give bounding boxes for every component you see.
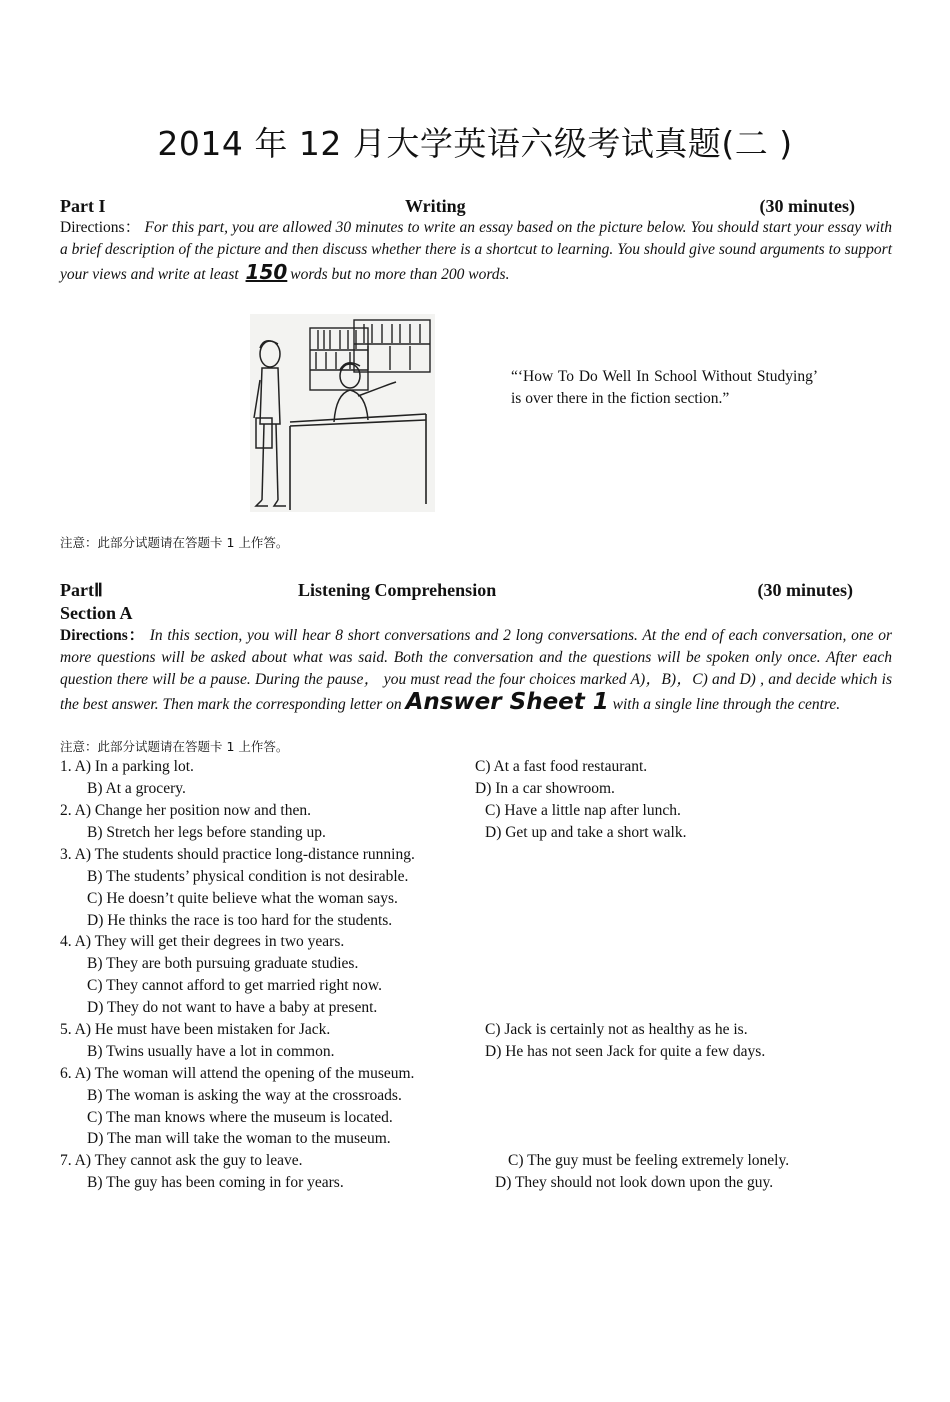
q7-option-c: C) The guy must be feeling extremely lonely. xyxy=(508,1152,790,1169)
q3-option-a: 3. A) The students should practice long-distance running. xyxy=(60,846,415,863)
part1-note: 注意：此部分试题请在答题卡 1 上作答。 xyxy=(60,535,289,550)
part1-name: Writing xyxy=(405,196,466,216)
q3-option-d: D) He thinks the race is too hard for the students. xyxy=(87,912,393,929)
answer-sheet-1: Answer Sheet 1 xyxy=(405,689,609,715)
q3-option-c: C) He doesn’t quite believe what the woman says. xyxy=(87,890,398,907)
q6-option-c: C) The man knows where the museum is located. xyxy=(87,1109,393,1126)
q7-option-a: 7. A) They cannot ask the guy to leave. xyxy=(60,1152,303,1169)
cartoon-illustration xyxy=(250,314,435,512)
q7-option-b: B) The guy has been coming in for years. xyxy=(87,1174,344,1191)
part1-label: Part I xyxy=(60,196,106,216)
part1-time: (30 minutes) xyxy=(759,196,855,216)
q6-option-a: 6. A) The woman will attend the opening of the museum. xyxy=(60,1065,415,1082)
part1-directions-text: For this part, you are allowed 30 minutes to write an essay based on the picture below. You should start your essay with a brief description of the picture and then discuss whether there is a shortcut to learning. You should give sound arguments to support your views and write at least xyxy=(60,219,892,283)
q3-option-b: B) The students’ physical condition is not desirable. xyxy=(87,868,409,885)
q6-option-b: B) The woman is asking the way at the crossroads. xyxy=(87,1087,402,1104)
part2-directions xyxy=(60,625,892,716)
q2-option-b: B) Stretch her legs before standing up. xyxy=(87,824,326,841)
q2-option-a: 2. A) Change her position now and then. xyxy=(60,802,311,819)
q2-option-c: C) Have a little nap after lunch. xyxy=(485,802,681,819)
part2-label: PartⅡ xyxy=(60,580,103,600)
part1-directions-tail: words but no more than 200 words. xyxy=(290,266,510,283)
part1-directions xyxy=(60,217,892,286)
q5-option-d: D) He has not seen Jack for quite a few days. xyxy=(485,1043,766,1060)
q5-option-a: 5. A) He must have been mistaken for Jack. xyxy=(60,1021,331,1038)
word-count-150: 150 xyxy=(245,260,288,284)
q5-option-b: B) Twins usually have a lot in common. xyxy=(87,1043,335,1060)
q4-option-c: C) They cannot afford to get married right now. xyxy=(87,977,382,994)
q5-option-c: C) Jack is certainly not as healthy as he is. xyxy=(485,1021,748,1038)
part2-time: (30 minutes) xyxy=(757,580,853,600)
part2-note: 注意：此部分试题请在答题卡 1 上作答。 xyxy=(60,739,289,754)
q1-option-a: 1. A) In a parking lot. xyxy=(60,758,194,775)
q1-option-d: D) In a car showroom. xyxy=(475,780,615,797)
q1-option-b: B) At a grocery. xyxy=(87,780,186,797)
q4-option-d: D) They do not want to have a baby at present. xyxy=(87,999,378,1016)
q7-option-d: D) They should not look down upon the guy. xyxy=(495,1174,774,1191)
section-a-heading: Section A xyxy=(60,603,133,623)
part2-directions-tail: with a single line through the centre. xyxy=(612,696,841,713)
cartoon-caption: “‘How To Do Well In School Without Studying’ is over there in the fiction section.” xyxy=(511,368,818,407)
part1-directions-label: Directions： xyxy=(60,219,141,236)
part2-name: Listening Comprehension xyxy=(298,580,497,600)
q4-option-b: B) They are both pursuing graduate studies. xyxy=(87,955,359,972)
q4-option-a: 4. A) They will get their degrees in two years. xyxy=(60,933,345,950)
q6-option-d: D) The man will take the woman to the museum. xyxy=(87,1130,391,1147)
page-title: 2014 年 12 月大学英语六级考试真题(二 ) xyxy=(157,124,793,163)
q1-option-c: C) At a fast food restaurant. xyxy=(475,758,648,775)
q2-option-d: D) Get up and take a short walk. xyxy=(485,824,687,841)
part2-directions-label: Directions： xyxy=(60,627,145,644)
part2-directions-text: In this section, you will hear 8 short conversations and 2 long conversations. At the end of each conversation, one or more questions will be asked about what was said. Both the conversation and the questions will be spoken only once. After each question there will be a pause. During the pause， you must read the four choices marked A)，B)，C) and D) , and decide which is the best answer. Then mark the corresponding letter on xyxy=(60,627,893,713)
